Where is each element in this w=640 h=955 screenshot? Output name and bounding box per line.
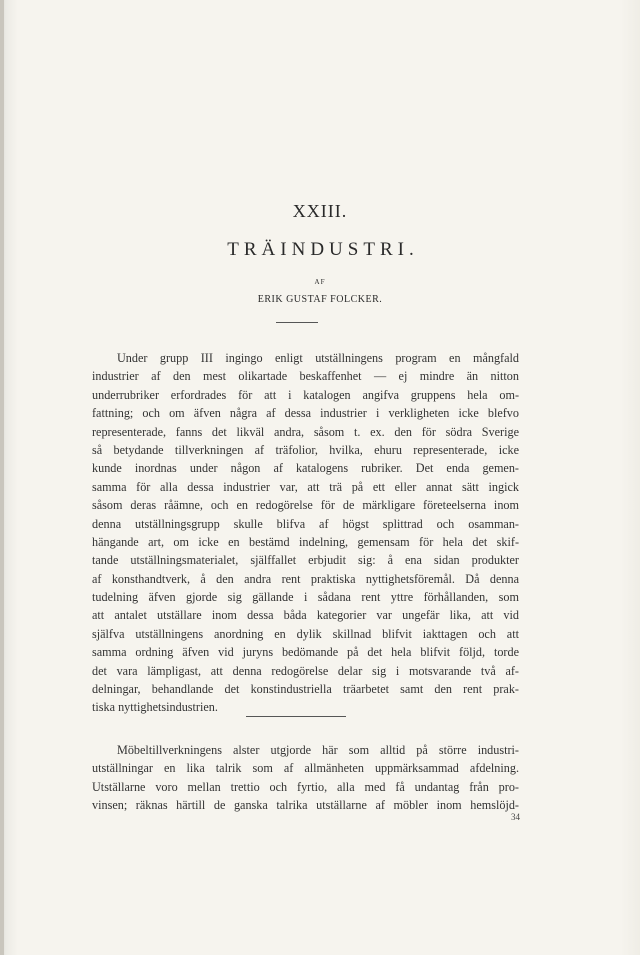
page-number: 34 (511, 812, 520, 822)
section-divider-short (276, 322, 318, 323)
text-line: representerade, fanns det likväl andra, såsom t. ex. den för södra Sverige (92, 424, 519, 439)
byline-af: AF (314, 278, 326, 286)
text-line: tudelning äfven gjorde sig gällande i sådana rent yttre förhållanden, som (92, 590, 519, 605)
text-line: fattning; och om äfven några af dessa industrier i verkligheten icke blefvo (92, 406, 519, 421)
text-line: såsom deras råämne, och en redogörelse för de märkligare företeelserna inom (92, 498, 519, 513)
text-line: utställningar en lika talrik som af allmänheten uppmärksammad afdelning. (92, 761, 519, 776)
paragraph-intro (92, 349, 519, 717)
author-name: ERIK GUSTAF FOLCKER. (257, 294, 383, 305)
text-line: af konsthandtverk, å den andra rent praktiska nyttighetsföremål. Då denna (92, 571, 519, 586)
text-line: så betydande tillverkningen af träfolior, hvilka, ehuru representerade, icke (92, 442, 519, 457)
text-line: hängande art, om icke en bestämd indelning, gemensam för hela det skif- (92, 534, 519, 549)
page-edge-shadow (0, 0, 4, 955)
text-line: tande utställningsmaterialet, själffallet erbjudit sig: å ena sidan produkter (92, 553, 519, 568)
chapter-title: TRÄINDUSTRI. (227, 239, 419, 260)
text-line: underrubriker erfordrades för att i katalogen angifva gruppens hela om- (92, 387, 519, 402)
text-line: samma för alla dessa industrier var, att trä på ett eller annat sätt ingick (92, 479, 519, 494)
section-divider-long (246, 716, 346, 717)
text-line: samma ordning äfven vid juryns bedömande på det hela blifvit följd, torde (92, 645, 519, 660)
text-line: tiska nyttighetsindustrien. (92, 700, 218, 715)
text-line: det vara lämpligast, att denna redogörelse delar sig i motsvarande två af- (92, 663, 519, 678)
text-line: denna utställningsgrupp skulle blifva af högst splittrad och osamman- (92, 516, 519, 531)
text-line: industrier af den mest olikartade beskaffenhet — ej mindre än nitton (92, 369, 519, 384)
text-line: kunde inordnas under någon af katalogens rubriker. Det enda gemen- (92, 461, 519, 476)
text-line: delningar, behandlande det konstindustriella träarbetet samt den rent prak- (92, 682, 519, 697)
chapter-number: XXIII. (292, 201, 348, 221)
text-line: Utställarne voro mellan trettio och fyrtio, alla med få undantag från pro- (92, 779, 519, 794)
text-line: Under grupp III ingingo enligt utställningens program en mångfald (117, 351, 519, 365)
text-line: Möbeltillverkningens alster utgjorde här som alltid på större industri- (117, 743, 519, 757)
paragraph-furniture (92, 741, 519, 815)
text-line: att antalet utställare inom dessa båda kategorier var ungefär lika, att vid (92, 608, 519, 623)
text-line: själfva utställningens anordning en dylik skillnad blifvit iakttagen och att (92, 626, 519, 641)
text-line: vinsen; räknas härtill de ganska talrika utställarne af möbler inom hemslöjd- (92, 798, 519, 813)
